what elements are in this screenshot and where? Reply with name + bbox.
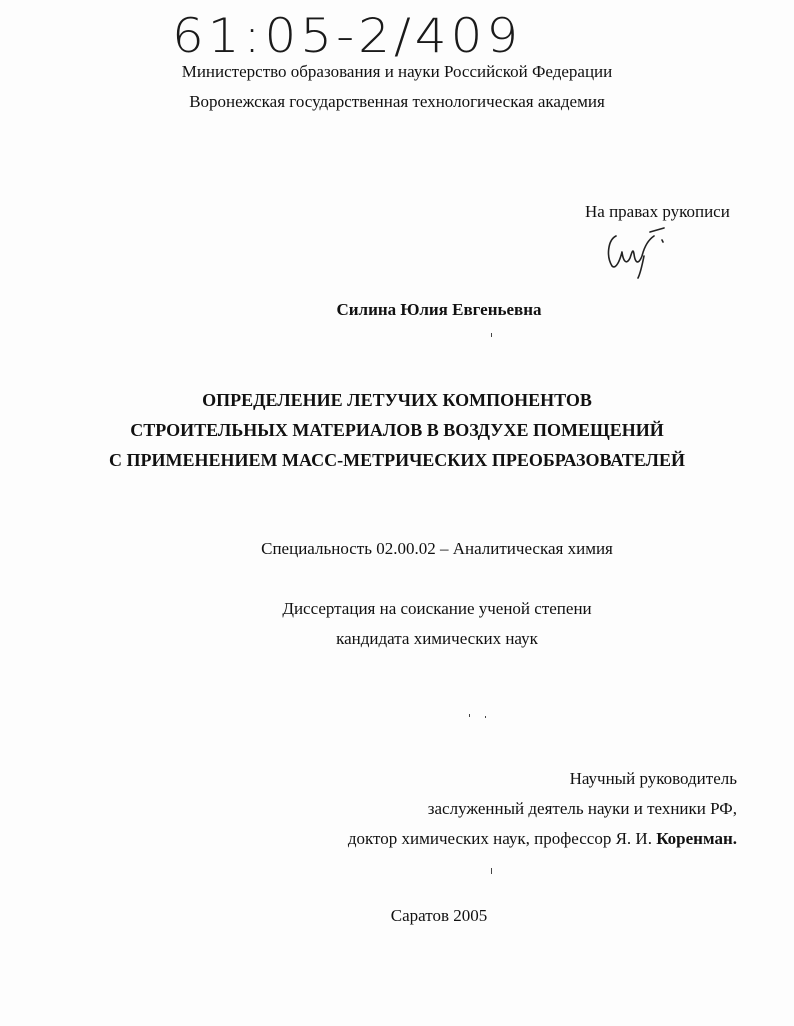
scan-speck (491, 868, 492, 874)
scan-speck (485, 716, 486, 718)
academy-line: Воронежская государственная технологическая академия (189, 92, 605, 111)
supervisor-honor: заслуженный деятель науки и техники РФ, (427, 799, 737, 818)
supervisor-name-line (348, 829, 737, 849)
dissertation-candidate-line: кандидата химических наук (336, 629, 538, 648)
signature-icon (604, 226, 674, 282)
scan-speck (491, 333, 492, 337)
manuscript-rights-label: На правах рукописи (585, 202, 730, 221)
supervisor-role: Научный руководитель (569, 769, 737, 788)
specialty-line: Специальность 02.00.02 – Аналитическая химия (261, 539, 613, 558)
supervisor-degree: доктор химических наук, профессор Я. И. (347, 829, 652, 848)
ministry-line: Министерство образования и науки Российской Федерации (181, 62, 613, 81)
supervisor-surname: Коренман. (656, 829, 737, 848)
archive-code-handwritten: 61:05-2/409 (172, 8, 523, 64)
author-name: Силина Юлия Евгеньевна (336, 300, 542, 319)
title-line-1: ОПРЕДЕЛЕНИЕ ЛЕТУЧИХ КОМПОНЕНТОВ (202, 390, 592, 410)
place-year: Саратов 2005 (390, 906, 488, 925)
title-line-3: С ПРИМЕНЕНИЕМ МАСС-МЕТРИЧЕСКИХ ПРЕОБРАЗОВАТЕЛЕЙ (109, 450, 685, 470)
dissertation-degree-line: Диссертация на соискание ученой степени (282, 599, 592, 618)
scan-speck (469, 714, 470, 717)
title-line-2: СТРОИТЕЛЬНЫХ МАТЕРИАЛОВ В ВОЗДУХЕ ПОМЕЩЕНИЙ (130, 420, 664, 440)
